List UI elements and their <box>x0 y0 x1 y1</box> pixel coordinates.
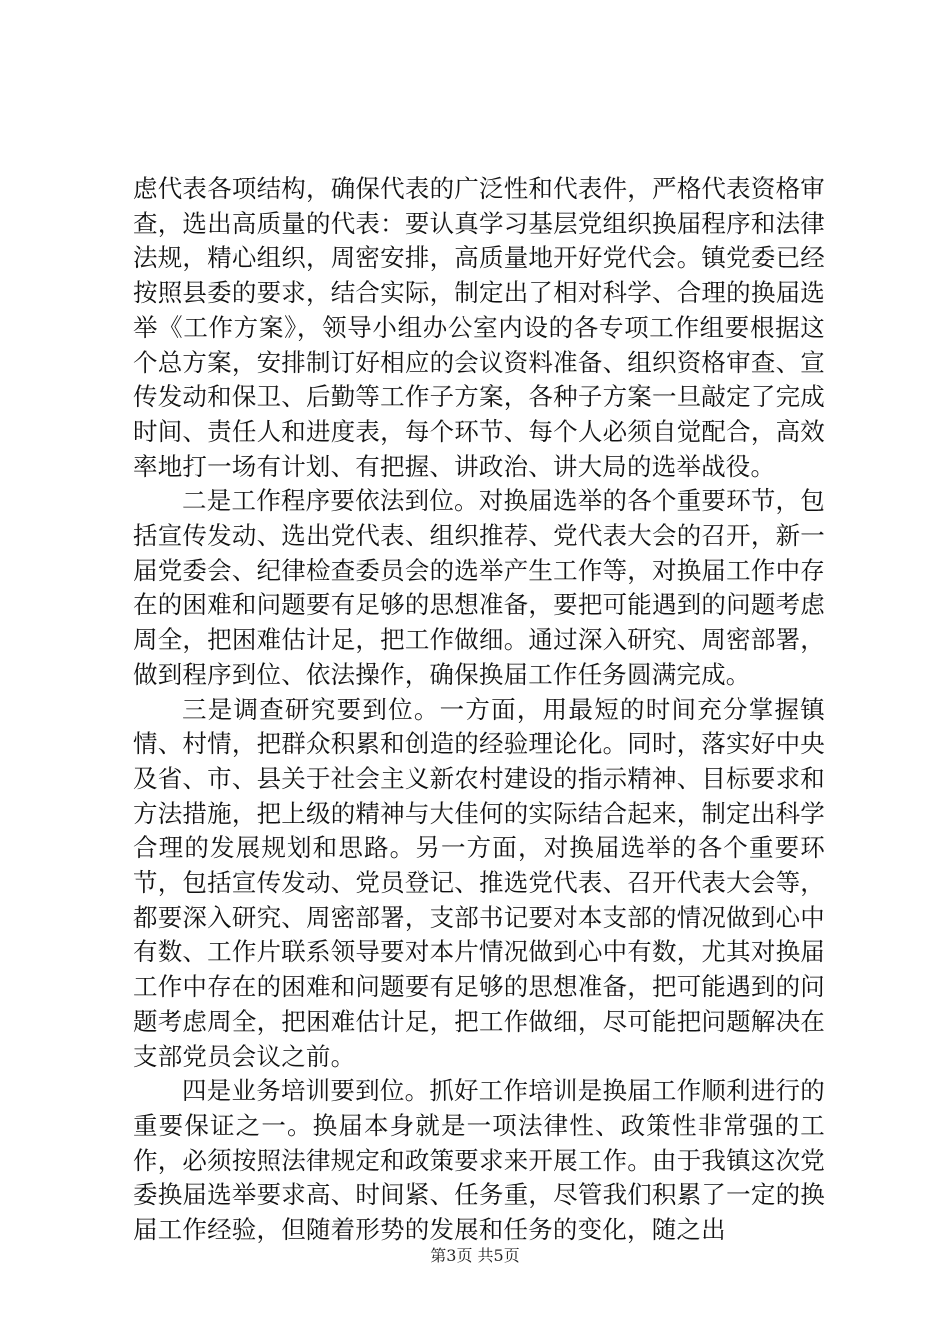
document-body <box>133 172 825 1248</box>
page-footer <box>0 1243 950 1266</box>
paragraph-3: 三是调查研究要到位。一方面，用最短的时间充分掌握镇情、村情，把群众积累和创造的经验理论化。同时，落实好中央及省、市、县关于社会主义新农村建设的指示精神、目标要求和方法措施，把上级的精神与大佳何的实际结合起来，制定出科学合理的发展规划和思路。另一方面，对换届选举的各个重要环节，包括宣传发动、党员登记、推选党代表、召开代表大会等，都要深入研究、周密部署，支部书记要对本支部的情况做到心中有数、工作片联系领导要对本片情况做到心中有数，尤其对换届工作中存在的困难和问题要有足够的思想准备，把可能遇到的问题考虑周全，把困难估计足，把工作做细，尽可能把问题解决在支部党员会议之前。 <box>133 694 825 1071</box>
paragraph-4: 四是业务培训要到位。抓好工作培训是换届工作顺利进行的重要保证之一。换届本身就是一项法律性、政策性非常强的工作，必须按照法律规定和政策要求来开展工作。由于我镇这次党委换届选举要求高、时间紧、任务重，尽管我们积累了一定的换届工作经验，但随着形势的发展和任务的变化，随之出 <box>133 1076 825 1245</box>
paragraph-1: 虑代表各项结构，确保代表的广泛性和代表件，严格代表资格审查，选出高质量的代表：要认真学习基层党组织换届程序和法律法规，精心组织，周密安排，高质量地开好党代会。镇党委已经按照县委的要求，结合实际，制定出了相对科学、合理的换届选举《工作方案》，领导小组办公室内设的各专项工作组要根据这个总方案，安排制订好相应的会议资料准备、组织资格审查、宣传发动和保卫、后勤等工作子方案，各种子方案一旦敲定了完成时间、责任人和进度表，每个环节、每个人必须自觉配合，高效率地打一场有计划、有把握、讲政治、讲大局的选举战役。 <box>133 174 825 481</box>
page-number-label: 第3页 共5页 <box>430 1246 520 1265</box>
paragraph-2: 二是工作程序要依法到位。对换届选举的各个重要环节，包括宣传发动、选出党代表、组织推荐、党代表大会的召开，新一届党委会、纪律检查委员会的选举产生工作等，对换届工作中存在的困难和问题要有足够的思想准备，要把可能遇到的问题考虑周全，把困难估计足，把工作做细。通过深入研究、周密部署，做到程序到位、依法操作，确保换届工作任务圆满完成。 <box>133 486 825 689</box>
